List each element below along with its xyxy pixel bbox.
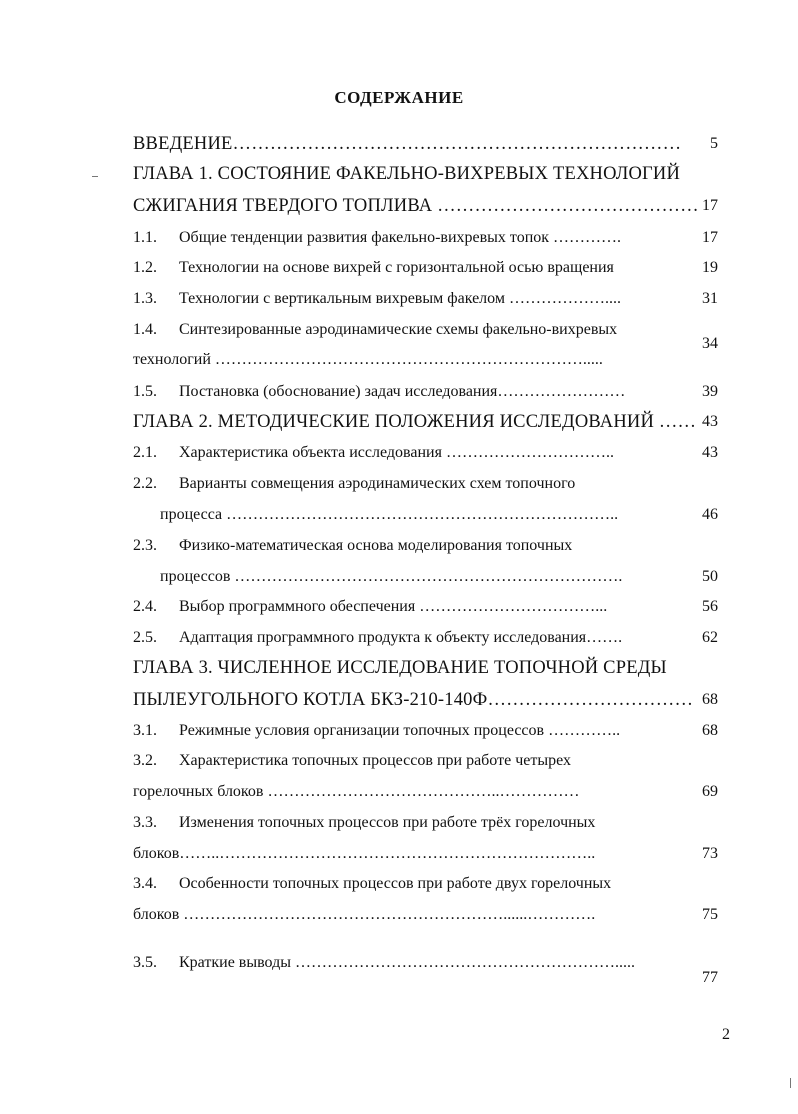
toc-entry-page: 31 — [702, 290, 718, 307]
toc-entry-number: 1.4. — [133, 321, 157, 338]
toc-entry-page: 17 — [702, 229, 718, 246]
toc-entry-page: 56 — [702, 598, 718, 615]
toc-entry-page: 34 — [702, 335, 718, 352]
toc-entry-title-cont: горелочных блоков ……………………………………..…………… — [133, 783, 580, 800]
scan-artifact — [92, 176, 98, 177]
toc-entry-title-cont: ПЫЛЕУГОЛЬНОГО КОТЛА БКЗ-210-140Ф…………………………… — [133, 690, 694, 710]
toc-entry-number: 2.1. — [133, 444, 157, 461]
toc-entry-title: Адаптация программного продукта к объекту исследования……. — [179, 629, 623, 646]
toc-entry-title: Особенности топочных процессов при работе двух горелочных — [179, 875, 612, 892]
toc-entry-title: Технологии на основе вихрей с горизонтальной осью вращения — [179, 259, 614, 276]
toc-entry-title: Постановка (обоснование) задач исследования…………………… — [179, 383, 626, 400]
toc-entry-number: 2.4. — [133, 598, 157, 615]
toc-entry-page: 69 — [702, 783, 718, 800]
toc-entry-title: Характеристика объекта исследования ………………………….. — [179, 444, 614, 461]
toc-entry-number: 3.1. — [133, 722, 157, 739]
toc-entry-title: Режимные условия организации топочных процессов ………….. — [179, 722, 621, 739]
toc-entry-title-cont: блоков ……………………………………………………......…………. — [133, 906, 596, 923]
toc-entry-page: 73 — [702, 845, 718, 862]
toc-entry-page: 75 — [702, 906, 718, 923]
toc-entry-number: 3.3. — [133, 814, 157, 831]
toc-entry-page: 62 — [702, 629, 718, 646]
toc-entry-number: 3.2. — [133, 752, 157, 769]
toc-entry-title: Изменения топочных процессов при работе трёх горелочных — [179, 814, 596, 831]
toc-entry-title-cont: процесса ……………………………………………………………….. — [160, 506, 619, 523]
toc-entry-number: 1.3. — [133, 290, 157, 307]
toc-entry-page: 43 — [702, 444, 718, 461]
page-number: 2 — [722, 1026, 730, 1043]
page-title: СОДЕРЖАНИЕ — [334, 88, 464, 107]
toc-entry-number: 2.3. — [133, 537, 157, 554]
toc-entry-page: 77 — [702, 969, 718, 986]
toc-entry-title: Синтезированные аэродинамические схемы факельно-вихревых — [179, 321, 618, 338]
toc-entry-title: Краткие выводы ……………………………………………………..... — [179, 954, 635, 971]
toc-entry-number: 2.5. — [133, 629, 157, 646]
toc-entry-number: 3.5. — [133, 954, 157, 971]
toc-entry-title: Технологии с вертикальным вихревым факелом ……………….... — [179, 290, 621, 307]
toc-entry-page: 19 — [702, 259, 718, 276]
toc-entry-number: 1.2. — [133, 259, 157, 276]
scan-artifact — [790, 1078, 791, 1088]
toc-entry-title: ГЛАВА 2. МЕТОДИЧЕСКИЕ ПОЛОЖЕНИЯ ИССЛЕДОВАНИЙ …… — [133, 412, 697, 432]
toc-entry-page: 39 — [702, 383, 718, 400]
toc-entry-title-cont: технологий ……………………………………………………………..... — [133, 351, 603, 368]
toc-entry-page: 46 — [702, 506, 718, 523]
toc-entry-title: Общие тенденции развития факельно-вихревых топок …………. — [179, 229, 622, 246]
toc-entry-title-cont: СЖИГАНИЯ ТВЕРДОГО ТОПЛИВА …………………………………… — [133, 196, 699, 216]
toc-entry-title: ГЛАВА 3. ЧИСЛЕННОЕ ИССЛЕДОВАНИЕ ТОПОЧНОЙ СРЕДЫ — [133, 658, 667, 678]
toc-entry-page: 68 — [702, 722, 718, 739]
toc-entry-number: 1.1. — [133, 229, 157, 246]
toc-entry-page: 17 — [702, 197, 718, 214]
toc-entry-page: 68 — [702, 691, 718, 708]
toc-entry-title: Выбор программного обеспечения ……………………………... — [179, 598, 608, 615]
toc-entry-page: 50 — [702, 568, 718, 585]
toc-entry-page: 5 — [710, 135, 718, 152]
toc-entry-number: 2.2. — [133, 475, 157, 492]
toc-entry-title: ГЛАВА 1. СОСТОЯНИЕ ФАКЕЛЬНО-ВИХРЕВЫХ ТЕХНОЛОГИЙ — [133, 164, 681, 184]
toc-entry-title-cont: блоков……..…………………………………………………………….. — [133, 845, 596, 862]
toc-entry-title: Варианты совмещения аэродинамических схем топочного — [179, 475, 576, 492]
toc-entry-title-cont: процессов ………………………………………………………………. — [160, 568, 623, 585]
toc-entry-title: Характеристика топочных процессов при работе четырех — [179, 752, 571, 769]
toc-entry-page: 43 — [702, 413, 718, 430]
toc-entry-title: ВВЕДЕНИЕ……………………………………………………………… — [133, 134, 682, 154]
toc-entry-title: Физико-математическая основа моделирования топочных — [179, 537, 573, 554]
toc-entry-number: 1.5. — [133, 383, 157, 400]
toc-entry-number: 3.4. — [133, 875, 157, 892]
